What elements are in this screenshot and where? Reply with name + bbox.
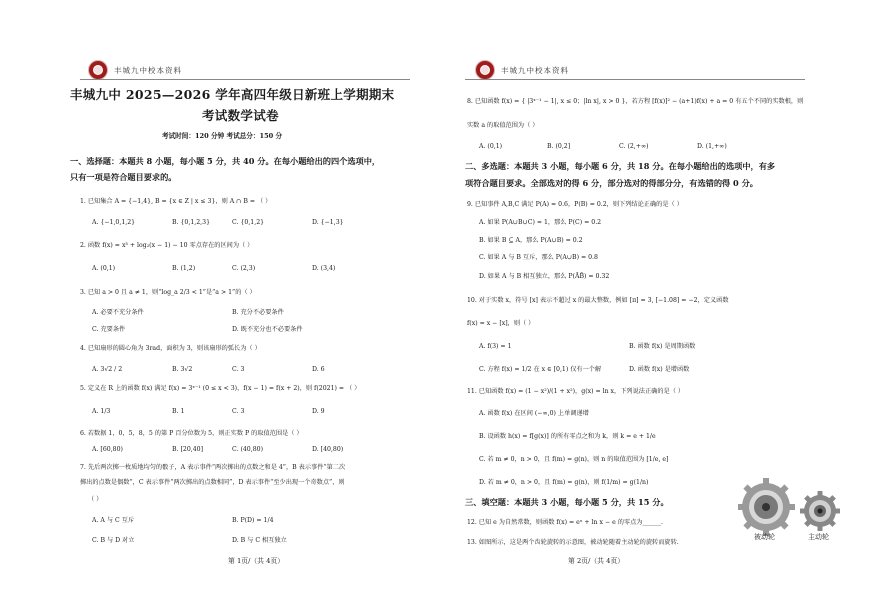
q2-option-d: D. (3,4): [312, 265, 336, 272]
question-7-blank: （ ）: [88, 496, 103, 503]
q3-option-c: C. 充要条件: [92, 326, 126, 333]
page-number: 第 2页/（共 4页）: [568, 557, 625, 565]
gears-figure: [738, 478, 858, 538]
q4-option-a: A. 3√2 / 2: [92, 366, 123, 373]
school-seal-icon: [475, 60, 495, 80]
q10-option-a: A. f(3) = 1: [479, 343, 512, 350]
driver-gear-icon: [800, 491, 840, 531]
q6-option-b: B. [20,40]: [172, 446, 204, 453]
q11-option-d: D. 若 m ≠ 0，n > 0，且 f(m) = g(n)，则 f(1/m) = g(1/n): [479, 479, 649, 486]
q6-option-c: C. (40,80): [232, 446, 263, 453]
gear-illustration: [738, 478, 858, 538]
page-number: 第 1页/（共 4页）: [228, 557, 285, 565]
q5-option-a: A. 1/3: [92, 408, 111, 415]
exam-info: 考试时间：120 分钟 考试总分：150 分: [162, 132, 283, 140]
q2-option-c: C. (2,3): [232, 265, 256, 272]
section1-heading-cont: 只有一项是符合题目要求的。: [70, 172, 177, 182]
q7-option-d: D. B 与 C 相互独立: [232, 537, 287, 544]
q1-option-a: A. {−1,0,1,2}: [92, 219, 136, 226]
q2-option-a: A. (0,1): [92, 265, 116, 272]
question-12: 12. 已知 e 为自然常数，则函数 f(x) = eˣ + ln x − e 的零点为______.: [467, 519, 664, 526]
q2-option-b: B. (1,2): [172, 265, 196, 272]
question-10-cont: f(x) = x − [x]，则（ ）: [467, 320, 535, 327]
header-rule: [465, 79, 805, 80]
page-header: [88, 60, 182, 80]
q4-option-d: D. 6: [312, 366, 325, 373]
question-10: 10. 对于实数 x，符号 [x] 表示不超过 x 的最大整数，例如 [π] = 3, [−1.08] = −2，定义函数: [467, 297, 729, 304]
question-1: 1. 已知集合 A = {−1,4}, B = {x ∈ Z | x ≤ 3}，则 A ∩ B = （ ）: [80, 198, 272, 205]
q1-option-d: D. {−1,3}: [312, 219, 344, 226]
question-6: 6. 若数据 1，0，5，8，5 的第 P 百分位数为 5，则正实数 P 的取值范围是（ ）: [80, 430, 303, 437]
q9-option-d: D. 如果 A 与 B 相互独立，那么 P(ĀB̄) = 0.32: [479, 273, 610, 280]
q6-option-d: D. [40,80): [312, 446, 344, 453]
section1-heading: 一、选择题：本题共 8 小题，每小题 5 分，共 40 分。在每小题给出的四个选项中，: [70, 156, 381, 166]
q8-option-b: B. (0,2]: [547, 143, 571, 150]
q7-option-b: B. P(D) = 1/4: [232, 517, 274, 524]
school-name: 丰城九中校本资料: [114, 65, 182, 75]
section2-heading-cont: 项符合题目要求。全部选对的得 6 分，部分选对的得部分分，有选错的得 0 分。: [465, 178, 758, 188]
school-seal-icon: [88, 60, 108, 80]
q11-option-b: B. 设函数 h(x) = f[g(x)] 的所有零点之和为 k，则 k = e + 1/e: [479, 433, 656, 440]
page-header: [475, 60, 569, 80]
question-13: 13. 如图所示，这是两个齿轮旋转的示意图，被动轮随着主动轮的旋转而旋转.: [467, 539, 679, 546]
q10-option-b: B. 函数 f(x) 是周期函数: [629, 343, 696, 350]
q5-option-d: D. 9: [312, 408, 325, 415]
q8-option-c: C. (2,+∞): [619, 143, 649, 150]
question-5: 5. 定义在 R 上的函数 f(x) 满足 f(x) = 3ˣ⁻¹ (0 ≤ x < 3)，f(x − 1) = f(x + 2)，则 f(2021) = （ ）: [80, 385, 361, 392]
question-2: 2. 函数 f(x) = x³ + log₂(x − 1) − 10 零点存在的区间为（ ）: [80, 242, 254, 249]
q11-option-a: A. 函数 f(x) 在区间 (−∞,0) 上单调递增: [479, 410, 589, 417]
question-9: 9. 已知事件 A,B,C 满足 P(A) = 0.6，P(B) = 0.2，则下列结论正确的是（ ）: [467, 201, 683, 208]
q3-option-b: B. 充分不必要条件: [232, 309, 284, 316]
q6-option-a: A. [60,80): [92, 446, 123, 453]
question-7-cont: 掷出的点数是偶数”，C 表示事件“两次掷出的点数相同”，D 表示事件“至少出现一个奇数点”，则: [80, 479, 345, 486]
question-8-cont: 实数 a 的取值范围为（ ）: [467, 122, 539, 129]
q11-option-c: C. 若 m ≠ 0，n > 0，且 f(m) = g(n)，则 n 的取值范围为 [1/e, e]: [479, 456, 669, 463]
q10-option-c: C. 方程 f(x) = 1/2 在 x ∈ [0,1) 仅有一个解: [479, 366, 602, 373]
driver-gear-label: 主动轮: [808, 533, 829, 541]
driven-gear-label: 被动轮: [754, 533, 775, 541]
question-3: 3. 已知 a > 0 且 a ≠ 1，则“log_a 2/3 < 1”是“a > 1”的（ ）: [80, 289, 256, 296]
section2-heading: 二、多选题：本题共 3 小题，每小题 6 分，共 18 分。在每小题给出的选项中，有多: [465, 161, 776, 171]
q7-option-c: C. B 与 D 对立: [92, 537, 135, 544]
exam-title-line2: 考试数学试卷: [202, 108, 279, 123]
q10-option-d: D. 函数 f(x) 是增函数: [629, 366, 690, 373]
q4-option-b: B. 3√2: [172, 366, 193, 373]
question-7: 7. 先后两次掷一枚质地均匀的骰子，A 表示事件“两次掷出的点数之和是 4”，B 表示事件“第二次: [80, 464, 346, 471]
header-rule: [80, 79, 410, 80]
q3-option-a: A. 必要不充分条件: [92, 309, 144, 316]
school-name: 丰城九中校本资料: [501, 65, 569, 75]
question-11: 11. 已知函数 f(x) = (1 − x²)/(1 + x²)，g(x) = ln x，下列说法正确的是（ ）: [467, 388, 685, 395]
q9-option-a: A. 如果 P(A∪B∪C) = 1，那么 P(C) = 0.2: [479, 219, 602, 226]
question-4: 4. 已知扇形的圆心角为 3rad，面积为 3，则该扇形的弧长为（ ）: [80, 345, 261, 352]
section3-heading: 三、填空题：本题共 3 小题，每小题 5 分，共 15 分。: [465, 497, 669, 507]
exam-title-line1: 丰城九中 2025—2026 学年高四年级日新班上学期期末: [70, 87, 395, 102]
q1-option-c: C. {0,1,2}: [232, 219, 265, 226]
q7-option-a: A. A 与 C 互斥: [92, 517, 135, 524]
driven-gear-icon: [738, 478, 795, 536]
q3-option-d: D. 既不充分也不必要条件: [232, 326, 303, 333]
q5-option-b: B. 1: [172, 408, 185, 415]
q1-option-b: B. {0,1,2,3}: [172, 219, 211, 226]
q8-option-d: D. (1,+∞): [697, 143, 727, 150]
q4-option-c: C. 3: [232, 366, 245, 373]
q8-option-a: A. (0,1): [479, 143, 503, 150]
q5-option-c: C. 3: [232, 408, 245, 415]
q9-option-b: B. 如果 B ⊆ A，那么 P(A∪B) = 0.2: [479, 237, 583, 244]
question-8: 8. 已知函数 f(x) = { |3ˣ⁻¹ − 1|, x ≤ 0；|ln x|, x > 0 }，若方程 [f(x)]² − (a+1)f(x) + a = 0 有五个不同的实数根，则: [467, 98, 804, 105]
q9-option-c: C. 如果 A 与 B 互斥，那么 P(A∪B) = 0.8: [479, 254, 598, 261]
